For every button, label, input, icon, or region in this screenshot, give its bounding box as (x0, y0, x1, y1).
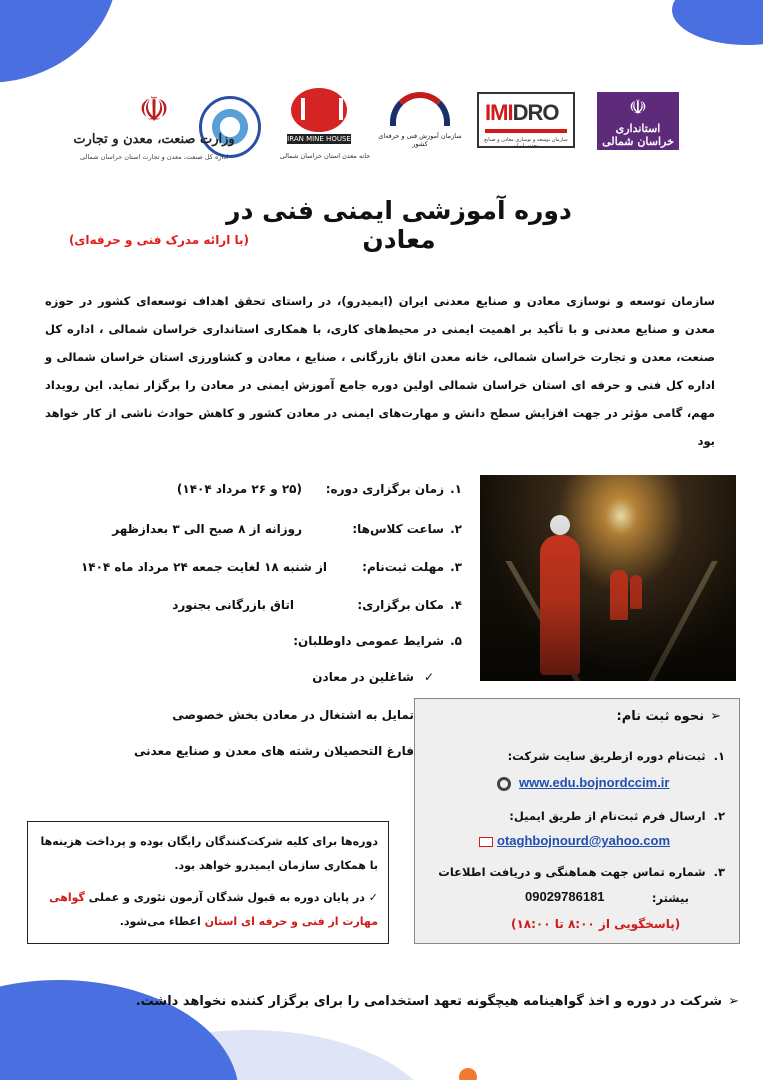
disclaimer-note (120, 985, 740, 1019)
tvto-logo-sub: سازمان آموزش فنی و حرفه‌ای کشور (379, 132, 463, 148)
step-number: ۲. (714, 809, 726, 823)
step-number: ۱. (714, 749, 726, 763)
item-label: مهلت ثبت‌نام: (363, 560, 445, 574)
free-note-text: دوره‌ها برای کلیه شرکت‌کنندگان رایگان بوده و پرداخت هزینه‌ها با همکاری سازمان ایمیدرو خواهد بود. (41, 835, 379, 872)
item-label: شرایط عمومی داوطلبان: (294, 634, 445, 648)
list-item (23, 522, 463, 542)
imidro-bar (486, 129, 568, 133)
item-number: ۵. (451, 634, 463, 648)
item-number: ۴. (451, 598, 463, 612)
registration-step-3 (439, 865, 726, 879)
imidro-logo-word: IMIDRO (486, 100, 560, 125)
item-value: از شنبه ۱۸ لغایت جمعه ۲۴ مرداد ماه ۱۴۰۴ (81, 560, 328, 574)
item-number: ۲. (451, 522, 463, 536)
link-icon (498, 777, 512, 791)
mine-house-logo-text: IRAN MINE HOUSE (288, 135, 352, 143)
requirement-item (135, 744, 435, 758)
mine-tunnel-photo (481, 475, 737, 681)
phone-number[interactable]: 09029786181 (526, 889, 606, 904)
step-text: شماره تماس جهت هماهنگی و دریافت اطلاعات (439, 865, 707, 879)
check-icon: ✓ (369, 891, 379, 904)
website-link[interactable]: www.edu.bojnordccim.ir (520, 775, 671, 790)
disclaimer-text: شرکت در دوره و اخذ گواهینامه هیچگونه تعهد استخدامی را برای برگزار کننده نخواهد داشت. (136, 994, 724, 1009)
list-item (23, 634, 463, 654)
registration-heading-text: نحوه ثبت نام: (617, 709, 706, 724)
item-number: ۱. (451, 482, 463, 496)
tvto-logo (376, 92, 466, 152)
khorasan-logo-text: استانداری خراسان شمالی (603, 122, 675, 148)
email-link[interactable]: otaghbojnourd@yahoo.com (498, 833, 671, 848)
step-text: ثبت‌نام دوره ازطریق سایت شرکت: (508, 749, 707, 763)
ministry-logo (60, 88, 250, 178)
registration-more-label: بیشتر: (652, 891, 690, 905)
registration-step-1 (509, 749, 726, 763)
item-label: زمان برگزاری دوره: (326, 482, 445, 496)
tunnel-shade (481, 475, 737, 681)
item-value: (۲۵ و ۲۶ مرداد ۱۴۰۴) (177, 482, 303, 496)
mine-house-mark-icon (292, 88, 348, 132)
iran-mine-house-logo (280, 88, 372, 162)
certificate-text-a: در پایان دوره به قبول شدگان آزمون تئوری و عملی (85, 891, 366, 904)
support-hours: (پاسخگویی از ۸:۰۰ تا ۱۸:۰۰) (512, 917, 682, 931)
certificate-text-highlight: گواهی مهارت از فنی و حرفه ای استان (50, 891, 379, 928)
requirement-text: فارغ التحصیلان رشته های معدن و صنایع معدنی (134, 744, 415, 758)
list-item (23, 598, 463, 618)
email-icon (480, 837, 494, 847)
page-title: دوره آموزشی ایمنی فنی در معادن (227, 196, 573, 254)
imidro-logo-sub: سازمان توسعه و نوسازی معادن و صنایع معدنی ایران (485, 137, 569, 149)
step-number: ۳. (714, 865, 726, 879)
ministry-logo-sub: اداره کل صنعت، معدن و تجارت استان خراسان شمالی (80, 153, 230, 161)
imidro-logo (478, 92, 576, 148)
emblem-icon: ☫ (630, 95, 648, 119)
page-subtitle: (با ارائه مدرک فنی و حرفه‌ای) (69, 233, 250, 247)
decor-blob-top-right (673, 0, 763, 45)
item-label: مکان برگزاری: (358, 598, 445, 612)
free-course-note (28, 821, 390, 944)
item-value: روزانه از ۸ صبح الی ۳ بعدازظهر (113, 522, 303, 536)
check-icon: ✓ (424, 670, 435, 684)
registration-box (415, 698, 741, 944)
step-text: ارسال فرم ثبت‌نام از طریق ایمیل: (510, 809, 707, 823)
item-value: اتاق بازرگانی بجنورد (173, 598, 295, 612)
registration-step-2 (510, 809, 726, 823)
khorasan-governorate-logo (598, 92, 680, 150)
decor-dot (460, 1068, 478, 1080)
intro-paragraph: سازمان توسعه و نوسازی معادن و صنایع معدنی ایران (ایمیدرو)، در راستای تحقق اهداف توسعه‌ای کشور در حوزه معدن و صنایع معدنی و با تأکید بر اهمیت ایمنی در محیط‌های کاری، با همکاری استانداری خراسان شمالی ، اداره کل صنعت، معدن و تجارت خراسان شمالی، خانه معدن اتاق بازرگانی ، صنایع ، معادن و کشاورزی استان خراسان شمالی و اداره کل فنی و حرفه ای استان خراسان شمالی اولین دوره جامع آموزش ایمنی در معادن را برگزار نماید. این رویداد مهم، گامی مؤثر در جهت افزایش سطح دانش و مهارت‌های ایمنی در معادن کشور و کاهش حوادث ناشی از کار خواهد بود (46, 294, 716, 448)
item-number: ۳. (451, 560, 463, 574)
mine-house-logo-sub: خانه معدن استان خراسان شمالی (280, 152, 372, 160)
arrow-icon: ➢ (711, 709, 722, 724)
iran-emblem-icon: ☫ (139, 90, 171, 130)
certificate-text-c: اعطاء می‌شود. (120, 915, 206, 928)
item-label: ساعت کلاس‌ها: (353, 522, 445, 536)
registration-heading (618, 709, 722, 724)
list-item (23, 482, 463, 502)
certificate-note (39, 886, 379, 934)
requirement-text: تمایل به اشتغال در معادن بخش خصوصی (173, 708, 415, 722)
tvto-arcs-icon (391, 92, 451, 126)
list-item (23, 560, 463, 580)
requirement-item (173, 708, 435, 722)
ministry-logo-text: وزارت صنعت، معدن و تجارت (74, 132, 236, 147)
logo-strip (0, 88, 763, 183)
requirement-item (313, 670, 435, 684)
arrow-icon: ➢ (729, 994, 740, 1009)
requirement-text: شاغلین در معادن (313, 670, 415, 684)
